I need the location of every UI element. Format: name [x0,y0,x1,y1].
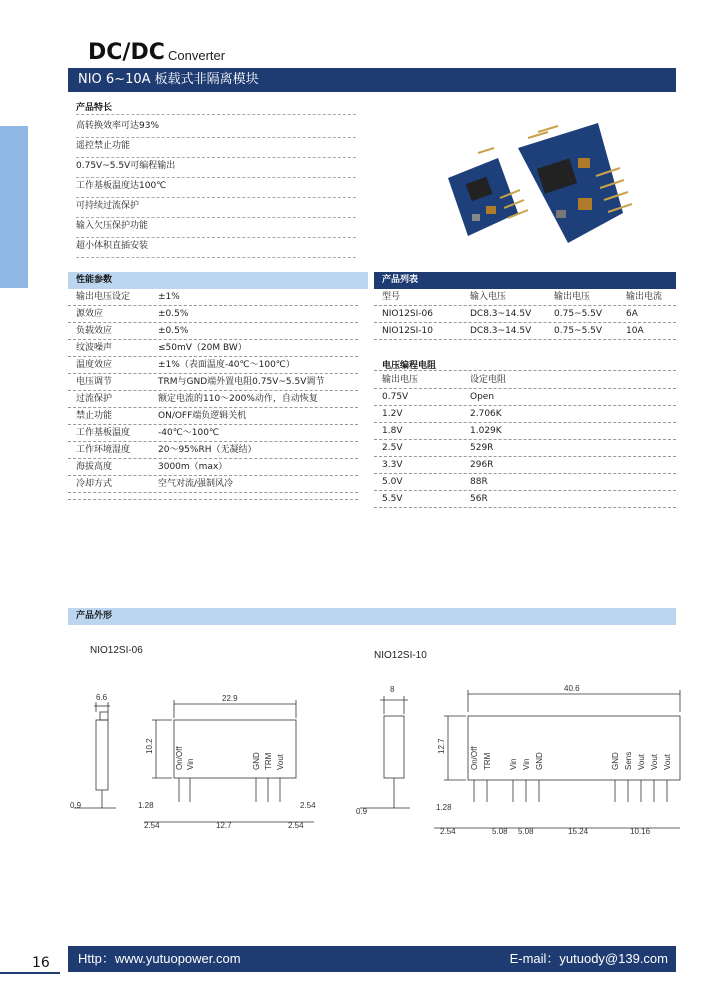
features-heading: 产品特长 [76,103,113,113]
features-divider [76,114,356,115]
resistor-value-cell: 56R [470,494,488,504]
output-current-cell: 6A [626,309,638,319]
table-row [374,306,676,323]
side-view-body [384,716,404,778]
feature-item: 工作基板温度达100℃ [76,178,356,198]
resistor-row [374,389,676,406]
specs-heading: 性能参数 [68,272,368,289]
dim-p1: 1.28 [138,801,154,810]
model-cell: NIO12SI-06 [382,309,433,319]
pin-label: Vin [509,758,518,770]
dim-p1: 1.28 [436,803,452,812]
page-number-underline [0,972,60,974]
resistor-value-cell: 296R [470,460,494,470]
output-voltage-cell: 5.5V [382,494,403,504]
resistor-value-cell: 529R [470,443,494,453]
pin-label: GND [252,752,261,770]
dim-p5: 2.54 [300,801,316,810]
spec-label: 温度效应 [76,360,113,370]
spec-label: 电压调节 [76,377,113,387]
spec-row [68,442,358,459]
spec-value: ±1% [158,292,180,302]
column-header: 输入电压 [470,292,507,302]
column-header: 型号 [382,292,401,302]
pin-label: Vin [522,758,531,770]
spec-row [68,476,358,493]
output-voltage-cell: 3.3V [382,460,403,470]
footer-email-link[interactable]: E-mail：yutuody@139.com [509,951,668,966]
feature-item: 0.75V~5.5V可编程输出 [76,158,356,178]
resistor-value-cell: 88R [470,477,488,487]
resistor-divider [374,370,676,371]
feature-item: 高转换效率可达93% [76,118,356,138]
product-banner: NIO 6~10A 板载式非隔离模块 [68,68,676,92]
spec-label: 工作环境湿度 [76,445,131,455]
spec-row [68,374,358,391]
pin-label: GND [611,752,620,770]
spec-row [68,408,358,425]
footer-bar [68,946,676,972]
spec-label: 工作基板温度 [76,428,131,438]
resistor-row [374,440,676,457]
module-small-image [448,148,528,236]
dim-pin: 0.9 [70,801,82,810]
pin-label: TRM [264,752,273,770]
product-list-header-row [374,289,676,306]
output-voltage-cell: 1.2V [382,409,403,419]
spec-value: 额定电流的110～200%动作，自动恢复 [158,394,318,404]
spec-value: 空气对流/强制风冷 [158,479,234,489]
spec-row [68,425,358,442]
spec-label: 负载效应 [76,326,113,336]
outline-heading: 产品外形 [68,608,676,625]
feature-item: 输入欠压保护功能 [76,218,356,238]
model-cell: NIO12SI-10 [382,326,433,336]
spec-label: 海拔高度 [76,462,113,472]
specs-end-divider [68,499,358,500]
pin-label: Vout [663,753,672,770]
spec-label: 过流保护 [76,394,113,404]
output-current-cell: 10A [626,326,644,336]
spec-value: TRM与GND端外置电阻0.75V~5.5V调节 [158,377,325,387]
module-large-image [518,123,632,243]
pin-label: Sens [624,751,633,770]
spec-value: 20～95%RH（无凝结） [158,445,257,455]
page-number: 16 [32,955,50,971]
resistor-row [374,457,676,474]
side-view-body [96,720,108,790]
pin-label: GND [535,752,544,770]
dim-length: 40.6 [564,684,580,693]
pin-label: Vout [637,753,646,770]
dim-pin: 0.9 [356,807,368,816]
resistor-value-cell: Open [470,392,495,402]
page-subtitle: Converter [168,48,226,63]
side-color-strip [0,126,28,288]
pin-label: Vout [276,753,285,770]
feature-item: 遥控禁止功能 [76,138,356,158]
front-view-body [468,716,680,780]
pin-label: On/Off [470,746,479,770]
spec-value: ≤50mV（20M BW） [158,343,247,353]
spec-row [68,323,358,340]
spec-label: 冷却方式 [76,479,113,489]
resistor-row [374,474,676,491]
input-voltage-cell: DC8.3~14.5V [470,309,532,319]
spec-value: 3000m（max） [158,462,228,472]
pin-label: Vin [186,758,195,770]
output-voltage-cell: 1.8V [382,426,403,436]
product-list-heading: 产品列表 [374,272,676,289]
pin-label: TRM [483,752,492,770]
spec-row [68,459,358,476]
resistor-row [374,491,676,508]
dim-p3: 12.7 [216,821,232,830]
dim-height: 12.7 [437,738,446,754]
resistor-header-row [374,372,676,389]
output-voltage-cell: 5.0V [382,477,403,487]
page-title: DC/DC [88,40,165,65]
feature-item: 超小体积直插安装 [76,238,356,258]
resistor-heading: 电压编程电阻 [382,361,437,371]
drawing-title-a: NIO12SI-06 [90,645,143,656]
spec-row [68,391,358,408]
spec-value: -40℃～100℃ [158,428,220,438]
dim-thickness: 8 [390,685,395,694]
output-voltage-cell: 0.75~5.5V [554,309,603,319]
dim-p4: 2.54 [288,821,304,830]
column-header: 输出电流 [626,292,663,302]
spec-row [68,306,358,323]
pin-label: On/Off [175,746,184,770]
spec-row [68,340,358,357]
dim-height: 10.2 [145,738,154,754]
dim-p6: 10.16 [630,827,651,836]
drawing-title-b: NIO12SI-10 [374,650,427,661]
resistor-value-cell: 2.706K [470,409,502,419]
dim-length: 22.9 [222,694,238,703]
footer-website-link[interactable]: Http：www.yutuopower.com [78,951,241,966]
dim-p3: 5.08 [492,827,508,836]
resistor-row [374,423,676,440]
resistor-row [374,406,676,423]
dim-thickness: 6.6 [96,693,108,702]
dim-p5: 15.24 [568,827,589,836]
column-header: 输出电压 [382,375,419,385]
spec-label: 输出电压设定 [76,292,131,302]
spec-value: ±1%（表面温度-40℃～100℃） [158,360,295,370]
spec-row [68,289,358,306]
input-voltage-cell: DC8.3~14.5V [470,326,532,336]
feature-item: 可持续过流保护 [76,198,356,218]
spec-label: 禁止功能 [76,411,113,421]
spec-value: ±0.5% [158,326,189,336]
spec-label: 源效应 [76,309,104,319]
column-header: 设定电阻 [470,375,507,385]
spec-label: 纹波噪声 [76,343,113,353]
spec-value: ±0.5% [158,309,189,319]
spec-value: ON/OFF端负逻辑关机 [158,411,247,421]
dimension-drawing-b [350,680,690,840]
output-voltage-cell: 0.75V [382,392,409,402]
table-row [374,323,676,340]
spec-row [68,357,358,374]
output-voltage-cell: 2.5V [382,443,403,453]
pin-label: Vout [650,753,659,770]
dim-p4: 5.08 [518,827,534,836]
dim-p2: 2.54 [144,821,160,830]
output-voltage-cell: 0.75~5.5V [554,326,603,336]
dim-p2: 2.54 [440,827,456,836]
resistor-value-cell: 1.029K [470,426,502,436]
column-header: 输出电压 [554,292,591,302]
product-photo [428,118,638,258]
dimension-drawing-a [64,690,334,840]
